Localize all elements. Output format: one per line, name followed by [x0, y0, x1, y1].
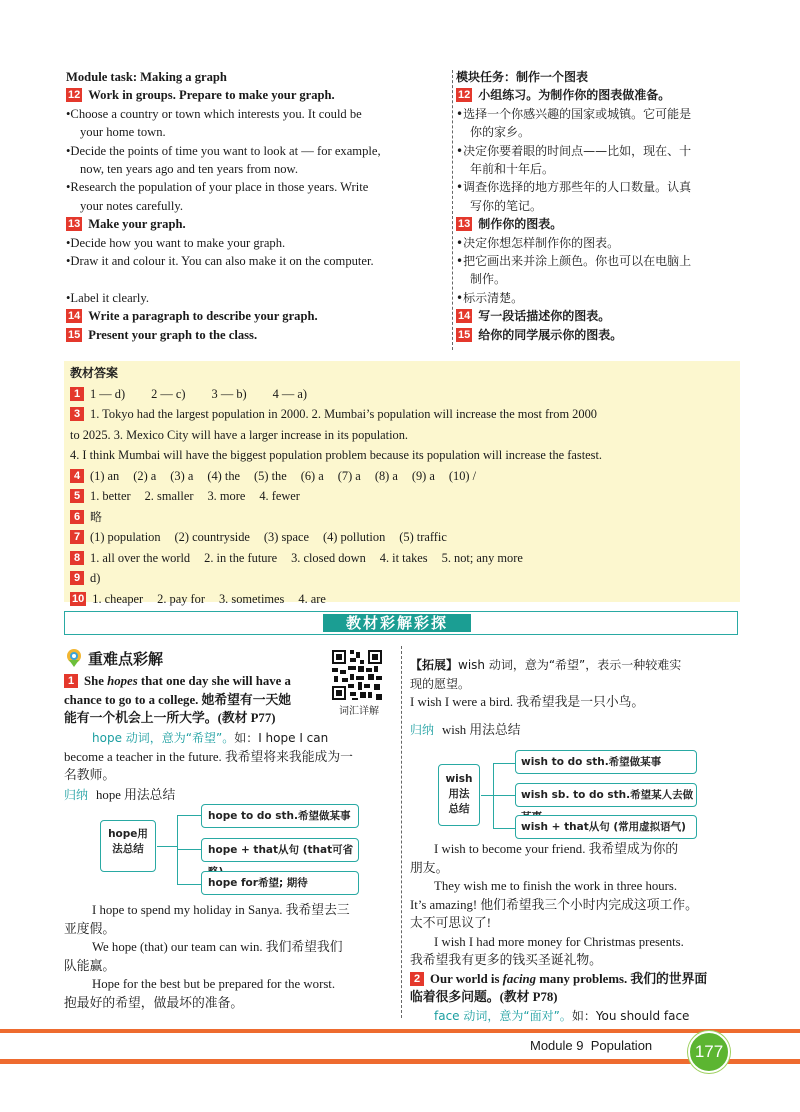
answer-9: 9 d) — [64, 568, 740, 589]
answer-7: 7 (1) population (2) countryside (3) space (4) pollution (5) traffic — [64, 527, 740, 548]
hope-examples: I hope to spend my holiday in Sanya. 我希望去三 亚度假。 We hope (that) our team can win. 我们希望我们 队能赢。 Hope for the best but be prepared for the worst. 抱最好的希望，做最坏的准备。 — [64, 903, 350, 1010]
location-pin-icon — [64, 648, 84, 668]
answers-title: 教材答案 — [70, 366, 119, 380]
wish-usage-2: wish sb. to do sth.希望某人去做 — [515, 783, 697, 807]
footer-module: Module 9 Population — [530, 1038, 653, 1053]
wish-usage-3: wish + that从句 (常用虚拟语气) — [515, 815, 697, 839]
connector — [177, 815, 202, 885]
page-number: 177 — [688, 1031, 730, 1073]
bullet-6: •Label it clearly. — [66, 290, 149, 305]
bullet-6-cn: •标示清楚。 — [456, 290, 524, 305]
step-12-cn: 12 小组练习。为制作你的图表做准备。 — [458, 88, 671, 103]
wish-summary-title: wish 用法总结 — [442, 722, 521, 737]
step-number: 12 — [68, 89, 81, 102]
summary-label: 归纳 — [64, 787, 89, 802]
step-15: 15 Present your graph to the class. — [68, 327, 258, 342]
point-2: 2 Our world is facing many problems. 我们的世界面 — [410, 970, 740, 989]
answer-6: 6 略 — [64, 507, 740, 528]
answer-10: 10 1. cheaper 2. pay for 3. sometimes 4. are — [72, 591, 326, 606]
answer-4: 4 (1) an (2) a (3) a (4) the (5) the (6) a (7) a (8) a (9) a (10) / — [64, 466, 740, 487]
answer-3: 3 1. Tokyo had the largest population in 2000. 2. Mumbai’s population will increase the most from 2000 — [64, 404, 740, 425]
module-task-title: Module task: Making a graph — [66, 70, 227, 84]
module-task-chinese — [456, 68, 740, 350]
bullet-3-cn: •调查你选择的地方那些年的人口数量。认真 — [456, 180, 692, 195]
wish-usage-center: wish 用法 总结 — [438, 764, 480, 826]
footer-rule-bottom — [0, 1059, 800, 1064]
step-14-cn: 14 写一段话描述你的图表。 — [458, 309, 611, 324]
column-divider-lower — [401, 646, 402, 1018]
qr-code[interactable] — [330, 648, 384, 702]
bullet-1-cont: your home town. — [80, 125, 166, 140]
section-title: 重难点彩解 — [88, 650, 164, 668]
bullet-1-cn-cont: 你的家乡。 — [470, 125, 531, 140]
step-13: 13 Make your graph. — [68, 217, 186, 232]
point-1-line2: chance to go to a college. 她希望有一天她 — [64, 692, 292, 707]
summary-label: 归纳 — [410, 722, 435, 737]
wish-extension: 【拓展】wish 动词，意为“希望”，表示一种较难实 现的愿望。 I wish I were a bird. 我希望我是一只小鸟。 归纳 wish 用法总结 — [410, 658, 682, 737]
module-task-english — [66, 68, 448, 350]
step-14: 14 Write a paragraph to describe your graph. — [68, 309, 318, 324]
connector — [493, 763, 516, 829]
hope-definition: hope 动词，意为“希望”。如：I hope I can become a teacher in the future. 我希望将来我能成为一 名教师。 归纳 hope 用法总结 — [64, 729, 396, 804]
connector — [157, 846, 177, 847]
hope-usage-center: hope用 法总结 — [100, 820, 156, 872]
bullet-3-cn-cont: 写你的笔记。 — [470, 198, 543, 213]
bullet-4: •Decide how you want to make your graph. — [66, 235, 286, 250]
qr-label: 词汇详解 — [339, 706, 379, 717]
answer-5: 5 1. better 2. smaller 3. more 4. fewer — [64, 486, 740, 507]
bullet-2-cont: now, ten years ago and ten years from now. — [80, 162, 298, 177]
step-12: 12 Work in groups. Prepare to make your graph. — [68, 88, 335, 103]
qr-code-icon — [330, 648, 384, 702]
answer-3-line3: 4. I think Mumbai will have the biggest population problem because its population will increase the fastest. — [70, 448, 602, 462]
hope-example-line2: become a teacher in the future. 我希望将来我能成为一 — [64, 749, 353, 764]
answers-panel — [64, 361, 740, 606]
module-task-title-cn: 模块任务：制作一个图表 — [456, 70, 589, 84]
bullet-3-cont: your notes carefully. — [80, 198, 184, 213]
connector — [493, 795, 515, 796]
point-1-line3: 能有一个机会上一所大学。(教材 P77) — [64, 711, 276, 725]
bullet-5-cn-cont: 制作。 — [470, 272, 507, 287]
point-2-line2: 临着很多问题。(教材 P78) — [410, 990, 558, 1004]
answer-8: 8 1. all over the world 2. in the future 3. closed down 4. it takes 5. not; any more — [64, 548, 740, 569]
footer-rule — [0, 1029, 800, 1033]
bullet-1-cn: •选择一个你感兴趣的国家或城镇。它可能是 — [456, 106, 692, 121]
hope-summary-title: hope 用法总结 — [96, 787, 176, 802]
bullet-2-cn-cont: 年前和十年后。 — [470, 162, 555, 177]
banner-title: 教材彩解彩探 — [323, 614, 471, 632]
answer-3-line2: to 2025. 3. Mexico City will have a larger increase in its population. — [70, 427, 409, 442]
hope-usage-3: hope for希望; 期待 — [201, 871, 359, 895]
hope-example-line3: 名教师。 — [64, 768, 116, 782]
wish-examples: I wish to become your friend. 我希望成为你的 朋友。 They wish me to finish the work in three hours. It’s amazing! 他们希望我三个小时内完成这项工作。 太不可思议了! I wish I had more money for Christmas presents. 我希望我有更多的钱买圣诞礼物。 2 Our world is facing many problems. 我们的世界面 临着很多问题。(教材 P78) face 动词，意为“面对”。如：You should face — [410, 840, 740, 1025]
bullet-3: •Research the population of your place in those years. Write — [66, 180, 369, 195]
answer-1: 1 1 — d) 2 — c) 3 — b) 4 — a) — [64, 384, 740, 405]
point-1-line1: 1 She hopes that one day she will have a — [64, 672, 326, 691]
step-13-cn: 13 制作你的图表。 — [458, 217, 563, 232]
section-banner — [64, 611, 738, 635]
bullet-1: •Choose a country or town which interests you. It could be — [66, 106, 362, 121]
bullet-4-cn: •决定你想怎样制作你的图表。 — [456, 235, 620, 250]
connector — [177, 849, 201, 850]
bullet-5-cn: •把它画出来并涂上颜色。你也可以在电脑上 — [456, 254, 692, 269]
hope-usage-2: hope + that从句 (that可省 — [201, 838, 359, 862]
connector — [481, 795, 493, 796]
column-divider — [452, 70, 453, 350]
bullet-2: •Decide the points of time you want to look at — for example, — [66, 143, 381, 158]
step-15-cn: 15 给你的同学展示你的图表。 — [458, 327, 623, 342]
bullet-5: •Draw it and colour it. You can also make it on the computer. — [66, 254, 374, 269]
hope-usage-1: hope to do sth.希望做某事 — [201, 804, 359, 828]
bullet-2-cn: •决定你要着眼的时间点——比如，现在、十 — [456, 143, 692, 158]
wish-usage-1: wish to do sth.希望做某事 — [515, 750, 697, 774]
point-1 — [64, 672, 326, 728]
